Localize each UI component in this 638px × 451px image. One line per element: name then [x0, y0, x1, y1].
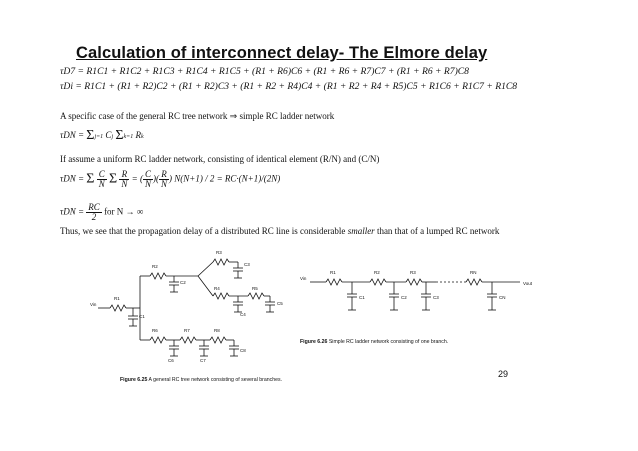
tdn-double-sum: τDN = Σj=1 Cj Σk=1 Rk — [60, 128, 144, 143]
tree-c5-label: C5 — [277, 301, 283, 306]
figure-6-26-text: Simple RC ladder network consisting of one branch. — [328, 339, 449, 345]
tree-r7-label: R7 — [184, 328, 190, 333]
tree-resistor-r3 — [213, 259, 229, 265]
tree-r1-label: R1 — [114, 296, 120, 301]
tree-r2-label: R2 — [152, 264, 158, 269]
tree-r3-label: R3 — [216, 250, 222, 255]
conclusion-post: than that of a lumped RC network — [374, 226, 500, 236]
uniform-ladder-text: If assume a uniform RC ladder network, consisting of identical element (R/N) and (C/N) — [60, 154, 380, 164]
tree-r4-label: R4 — [214, 286, 220, 291]
ladder-r3-label: R3 — [410, 270, 416, 275]
rc-tree-diagram — [88, 248, 298, 368]
ladder-resistor-r3 — [406, 279, 422, 285]
figure-6-26-caption — [300, 339, 448, 345]
tdn-uniform-equation: τDN = Σ $\frac{C}{N}$ Σ $\frac{R}{N}$ = ( $\frac{C}{N}$ )( $\frac{R}{N}$ ) N(N+1) / 2 = RC·(N+1)/(2N) — [60, 169, 281, 189]
specific-case-text: A specific case of the general RC tree network ⇒ simple RC ladder network — [60, 111, 335, 121]
page-number: 29 — [498, 369, 509, 379]
ladder-c1-label: C1 — [359, 295, 365, 300]
tdn-uniform-lhs: τDN = — [60, 173, 85, 184]
ladder-vout-label: Vout — [523, 281, 533, 286]
elmore-equation-node-i: τDi = R1C1 + (R1 + R2)C2 + (R1 + R2)C3 + (R1 + R2 + R4)C4 + (R1 + R2 + R4 + R5)C5 + R1C6 + R1C7 + R1C8 — [60, 81, 518, 92]
ladder-c2-label: C2 — [401, 295, 407, 300]
ladder-resistor-rn — [466, 279, 482, 285]
tdn-limit-equation — [60, 203, 143, 222]
ladder-r1-label: R1 — [330, 270, 336, 275]
tree-c4-label: C4 — [240, 312, 246, 317]
tdn-limit-den: 2 — [91, 212, 97, 222]
tree-c7-label: C7 — [200, 358, 206, 363]
conclusion-text — [60, 226, 499, 236]
rc-ladder-diagram — [298, 266, 543, 326]
tree-resistor-r8 — [210, 337, 226, 343]
tdn-uniform-rhs: N(N+1) / 2 = RC·(N+1)/(2N) — [174, 173, 281, 184]
slide-title: Calculation of interconnect delay- The Elmore delay — [76, 44, 488, 62]
figure-6-25-caption — [120, 377, 282, 383]
ladder-resistor-r2 — [370, 279, 386, 285]
tree-r5-label: R5 — [252, 286, 258, 291]
tdn-limit-label: τDN = — [60, 206, 85, 217]
tree-vin-label: Vin — [90, 302, 97, 307]
figure-6-25-number: Figure 6.25 — [120, 377, 148, 383]
tree-c2-label: C2 — [180, 280, 186, 285]
conclusion-emphasis: smaller — [347, 226, 375, 236]
tree-resistor-r1 — [110, 305, 126, 311]
figure-6-26-number: Figure 6.26 — [300, 339, 328, 345]
ladder-r2-label: R2 — [374, 270, 380, 275]
tree-r6-label: R6 — [152, 328, 158, 333]
tree-resistor-r5 — [248, 293, 264, 299]
tdn-sum-label: τDN = — [60, 130, 85, 141]
tree-c3-label: C3 — [244, 262, 250, 267]
tree-resistor-r4 — [213, 293, 229, 299]
tree-resistor-r6 — [150, 337, 166, 343]
elmore-equation-node7: τD7 = R1C1 + R1C2 + R1C3 + R1C4 + R1C5 + (R1 + R6)C6 + (R1 + R6 + R7)C7 + (R1 + R6 + R7)C8 — [60, 66, 469, 77]
tdn-limit-condition: for N → ∞ — [104, 206, 144, 217]
tdn-limit-num: RC — [88, 202, 100, 212]
tree-c6-label: C6 — [168, 358, 174, 363]
ladder-vin-label: Vin — [300, 276, 307, 281]
tree-resistor-r7 — [180, 337, 196, 343]
figure-6-25-text: A general RC tree network consisting of several branches. — [148, 377, 283, 383]
ladder-c3-label: C3 — [433, 295, 439, 300]
ladder-rn-label: RN — [470, 270, 477, 275]
ladder-cn-label: CN — [499, 295, 506, 300]
conclusion-pre: Thus, we see that the propagation delay of a distributed RC line is considerable — [60, 226, 348, 236]
tree-c1-label: C1 — [139, 314, 145, 319]
tree-c8-label: C8 — [240, 348, 246, 353]
ladder-resistor-r1 — [326, 279, 342, 285]
tree-r8-label: R8 — [214, 328, 220, 333]
tree-resistor-r2 — [150, 273, 166, 279]
